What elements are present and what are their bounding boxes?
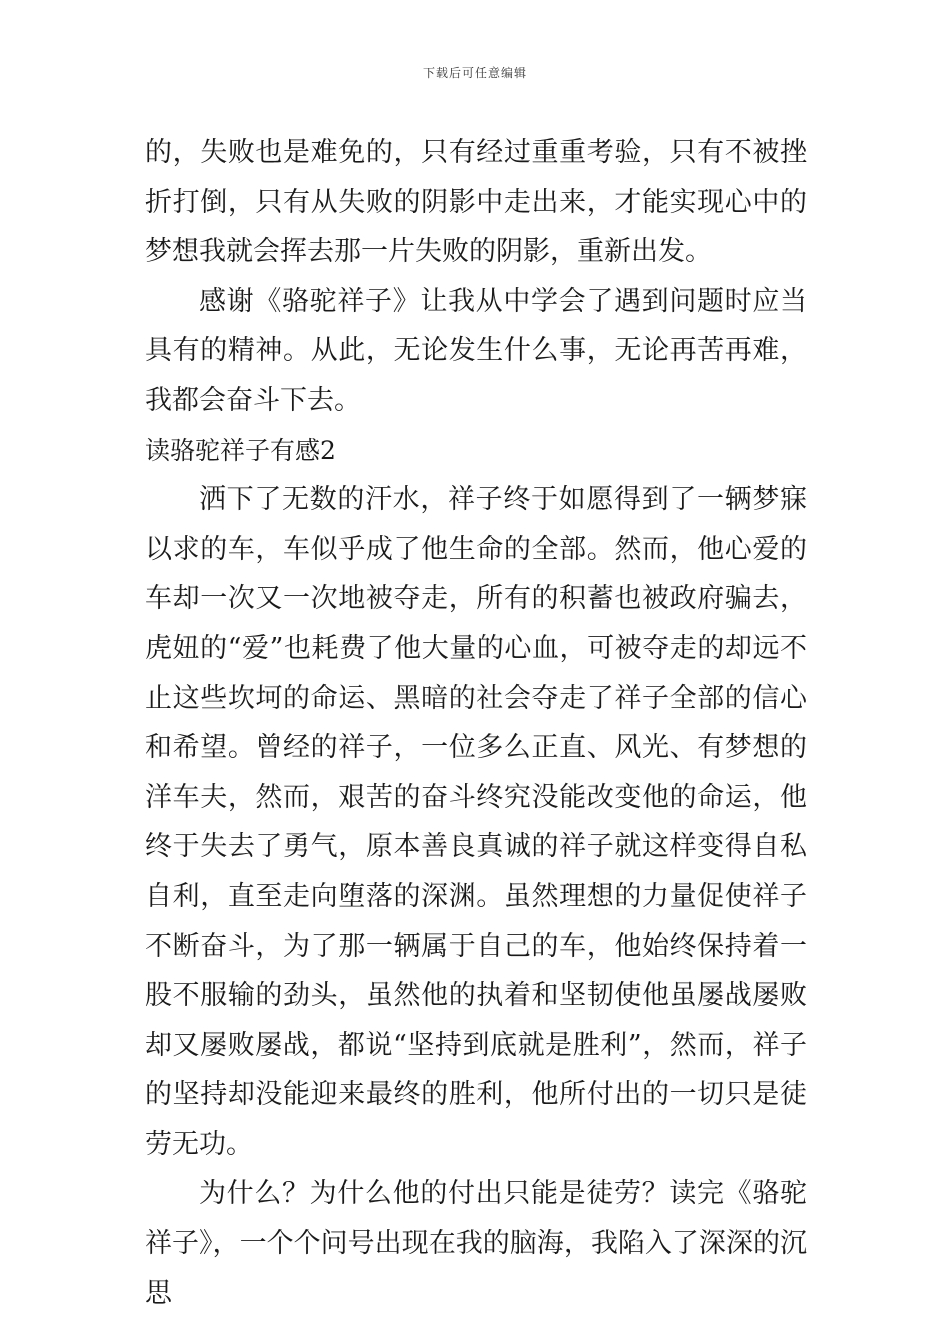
paragraph-xiangzi-story: 洒下了无数的汗水，祥子终于如愿得到了一辆梦寐以求的车，车似乎成了他生命的全部。然而，他心爱的车却一次又一次地被夺走，所有的积蓄也被政府骗去，虎妞的“爱”也耗费了他大量的心血，可被夺走的却远不止这些坎坷的命运、黑暗的社会夺走了祥子全部的信心和希望。曾经的祥子，一位多么正直、风光、有梦想的洋车夫，然而，艰苦的奋斗终究没能改变他的命运，他终于失去了勇气，原本善良真诚的祥子就这样变得自私自利，直至走向堕落的深渊。虽然理想的力量促使祥子不断奋斗，为了那一辆属于自己的车，他始终保持着一股不服输的劲头，虽然他的执着和坚韧使他虽屡战屡败却又屡败屡战，都说“坚持到底就是胜利”，然而，祥子的坚持却没能迎来最终的胜利，他所付出的一切只是徒劳无功。	[145, 484, 807, 1160]
page-header-note: 下载后可任意编辑	[422, 66, 527, 80]
paragraph-question: 为什么？为什么他的付出只能是徒劳？读完《骆驼祥子》，一个个问号出现在我的脑海，我陷入了深深的沉思	[145, 1178, 807, 1309]
document-body	[145, 128, 807, 1318]
paragraph-failure-reflection: 的，失败也是难免的，只有经过重重考验，只有不被挫折打倒，只有从失败的阴影中走出来，才能实现心中的梦想我就会挥去那一片失败的阴影，重新出发。	[145, 137, 807, 268]
paragraph-gratitude: 感谢《骆驼祥子》让我从中学会了遇到问题时应当具有的精神。从此，无论发生什么事，无论再苦再难，我都会奋斗下去。	[145, 285, 807, 416]
section-title: 读骆驼祥子有感2	[145, 435, 336, 465]
